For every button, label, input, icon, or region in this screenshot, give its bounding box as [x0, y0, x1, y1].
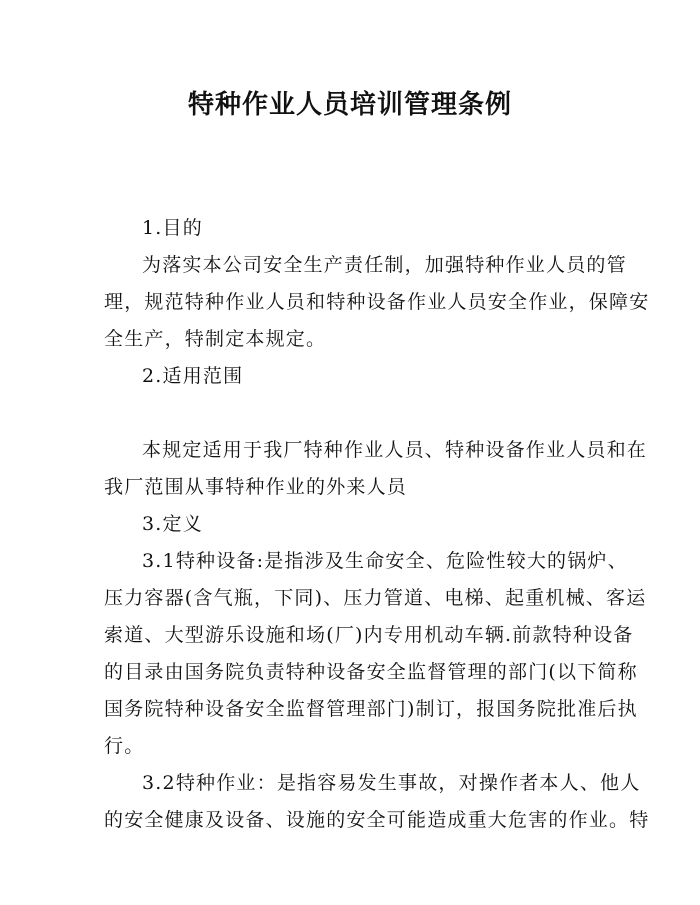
section-heading-scope: 2.适用范围 [142, 365, 244, 387]
paragraph-line: 本规定适用于我厂特种作业人员、特种设备作业人员和在 [142, 439, 648, 461]
section-heading-purpose: 1.目的 [142, 217, 203, 239]
paragraph-line: 为落实本公司安全生产责任制，加强特种作业人员的管 [142, 254, 627, 276]
paragraph-line: 的安全健康及设备、设施的安全可能造成重大危害的作业。特 [104, 809, 650, 831]
paragraph-line: 压力容器(含气瓶，下同)、压力管道、电梯、起重机械、客运 [104, 587, 647, 609]
paragraph-line: 行。 [104, 735, 145, 757]
paragraph-line: 的目录由国务院负责特种设备安全监督管理的部门(以下简称 [104, 661, 638, 683]
paragraph-line: 理，规范特种作业人员和特种设备作业人员安全作业，保障安 [104, 291, 650, 313]
paragraph-line: 3.1特种设备:是指涉及生命安全、危险性较大的锅炉、 [142, 550, 628, 572]
blank-line [104, 395, 604, 432]
paragraph-line: 国务院特种设备安全监督管理部门)制订，报国务院批准后执 [104, 698, 638, 720]
paragraph-line: 我厂范围从事特种作业的外来人员 [104, 476, 408, 498]
paragraph-line: 全生产，特制定本规定。 [104, 328, 327, 350]
section-heading-definitions: 3.定义 [142, 513, 203, 535]
paragraph-line: 3.2特种作业：是指容易发生事故，对操作者本人、他人 [142, 772, 641, 794]
paragraph-line: 索道、大型游乐设施和场(厂)内专用机动车辆.前款特种设备 [104, 624, 634, 646]
document-body [104, 210, 650, 839]
document-title: 特种作业人员培训管理条例 [187, 90, 512, 120]
